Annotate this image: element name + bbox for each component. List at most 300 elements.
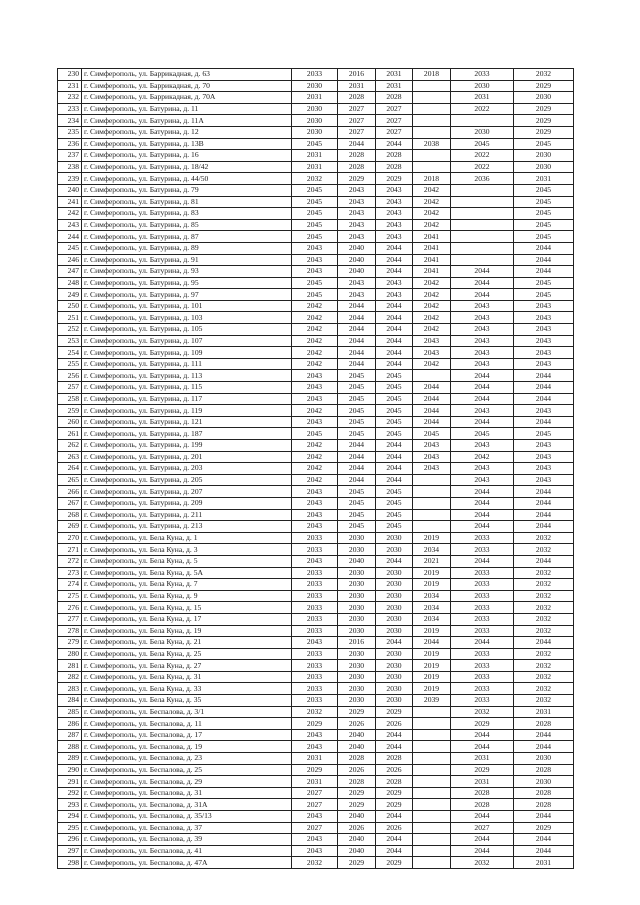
- year-col-3-cell: 2030: [376, 695, 413, 707]
- year-col-5-cell: 2032: [451, 706, 514, 718]
- year-col-5-cell: 2033: [451, 590, 514, 602]
- address-cell: г. Симферополь, ул. Бела Куна, д. 5А: [82, 567, 292, 579]
- year-col-5-cell: [451, 115, 514, 127]
- year-col-3-cell: 2030: [376, 532, 413, 544]
- year-col-4-cell: [413, 521, 451, 533]
- year-col-4-cell: [413, 126, 451, 138]
- year-col-4-cell: 2019: [413, 648, 451, 660]
- year-col-6-cell: 2045: [514, 196, 574, 208]
- address-cell: г. Симферополь, ул. Беспалова, д. 39: [82, 834, 292, 846]
- year-col-6-cell: 2045: [514, 231, 574, 243]
- year-col-6-cell: 2029: [514, 103, 574, 115]
- year-col-5-cell: 2044: [451, 811, 514, 823]
- year-col-6-cell: 2028: [514, 764, 574, 776]
- year-col-2-cell: 2045: [338, 521, 376, 533]
- year-col-5-cell: 2044: [451, 266, 514, 278]
- year-col-6-cell: 2031: [514, 706, 574, 718]
- year-col-3-cell: 2044: [376, 358, 413, 370]
- table-row: [58, 103, 574, 115]
- row-number-cell: 234: [58, 115, 82, 127]
- year-col-5-cell: 2022: [451, 150, 514, 162]
- year-col-1-cell: 2027: [292, 799, 338, 811]
- year-col-5-cell: 2022: [451, 161, 514, 173]
- year-col-4-cell: [413, 753, 451, 765]
- year-col-4-cell: [413, 718, 451, 730]
- year-col-1-cell: 2033: [292, 660, 338, 672]
- year-col-4-cell: [413, 811, 451, 823]
- year-col-1-cell: 2027: [292, 822, 338, 834]
- year-col-1-cell: 2043: [292, 416, 338, 428]
- row-number-cell: 247: [58, 266, 82, 278]
- year-col-4-cell: 2019: [413, 625, 451, 637]
- year-col-6-cell: 2029: [514, 126, 574, 138]
- year-col-2-cell: 2029: [338, 787, 376, 799]
- row-number-cell: 279: [58, 637, 82, 649]
- row-number-cell: 288: [58, 741, 82, 753]
- address-cell: г. Симферополь, ул. Бела Куна, д. 19: [82, 625, 292, 637]
- year-col-3-cell: 2044: [376, 440, 413, 452]
- year-col-1-cell: 2033: [292, 532, 338, 544]
- address-cell: г. Симферополь, ул. Бела Куна, д. 17: [82, 613, 292, 625]
- year-col-4-cell: 2044: [413, 405, 451, 417]
- year-col-5-cell: [451, 208, 514, 220]
- address-cell: г. Симферополь, ул. Батурина, д. 11А: [82, 115, 292, 127]
- year-col-6-cell: 2044: [514, 729, 574, 741]
- year-col-1-cell: 2045: [292, 231, 338, 243]
- year-col-5-cell: 2044: [451, 521, 514, 533]
- address-cell: г. Симферополь, ул. Батурина, д. 103: [82, 312, 292, 324]
- year-col-1-cell: 2032: [292, 706, 338, 718]
- row-number-cell: 238: [58, 161, 82, 173]
- year-col-1-cell: 2033: [292, 625, 338, 637]
- year-col-2-cell: 2030: [338, 613, 376, 625]
- year-col-4-cell: 2042: [413, 277, 451, 289]
- table-row: [58, 347, 574, 359]
- year-col-4-cell: [413, 370, 451, 382]
- row-number-cell: 242: [58, 208, 82, 220]
- year-col-6-cell: 2044: [514, 497, 574, 509]
- year-col-2-cell: 2028: [338, 753, 376, 765]
- year-col-4-cell: 2042: [413, 184, 451, 196]
- year-col-3-cell: 2045: [376, 497, 413, 509]
- address-cell: г. Симферополь, ул. Батурина, д. 91: [82, 254, 292, 266]
- year-col-1-cell: 2031: [292, 161, 338, 173]
- year-col-4-cell: 2044: [413, 382, 451, 394]
- row-number-cell: 235: [58, 126, 82, 138]
- year-col-2-cell: 2030: [338, 544, 376, 556]
- year-col-2-cell: 2045: [338, 497, 376, 509]
- year-col-1-cell: 2033: [292, 544, 338, 556]
- year-col-3-cell: 2026: [376, 822, 413, 834]
- table-row: [58, 405, 574, 417]
- table-row: [58, 242, 574, 254]
- year-col-4-cell: 2021: [413, 555, 451, 567]
- year-col-3-cell: 2028: [376, 92, 413, 104]
- row-number-cell: 277: [58, 613, 82, 625]
- year-col-3-cell: 2030: [376, 613, 413, 625]
- table-row: [58, 161, 574, 173]
- year-col-1-cell: 2045: [292, 184, 338, 196]
- year-col-2-cell: 2028: [338, 150, 376, 162]
- year-col-1-cell: 2043: [292, 741, 338, 753]
- address-cell: г. Симферополь, ул. Батурина, д. 12: [82, 126, 292, 138]
- year-col-3-cell: 2030: [376, 625, 413, 637]
- year-col-4-cell: 2043: [413, 451, 451, 463]
- year-col-1-cell: 2042: [292, 440, 338, 452]
- table-row: [58, 428, 574, 440]
- table-row: [58, 660, 574, 672]
- year-col-2-cell: 2040: [338, 242, 376, 254]
- year-col-1-cell: 2042: [292, 300, 338, 312]
- year-col-6-cell: 2045: [514, 428, 574, 440]
- row-number-cell: 237: [58, 150, 82, 162]
- year-col-5-cell: 2033: [451, 671, 514, 683]
- year-col-3-cell: 2044: [376, 312, 413, 324]
- row-number-cell: 265: [58, 474, 82, 486]
- row-number-cell: 294: [58, 811, 82, 823]
- year-col-1-cell: 2043: [292, 382, 338, 394]
- year-col-1-cell: 2031: [292, 92, 338, 104]
- year-col-3-cell: 2030: [376, 648, 413, 660]
- year-col-2-cell: 2043: [338, 184, 376, 196]
- year-col-2-cell: 2044: [338, 440, 376, 452]
- year-col-5-cell: 2044: [451, 416, 514, 428]
- year-col-1-cell: 2042: [292, 335, 338, 347]
- year-col-5-cell: 2044: [451, 509, 514, 521]
- year-col-6-cell: 2044: [514, 555, 574, 567]
- table-row: [58, 196, 574, 208]
- year-col-2-cell: 2043: [338, 289, 376, 301]
- address-cell: г. Симферополь, ул. Батурина, д. 199: [82, 440, 292, 452]
- year-col-4-cell: [413, 80, 451, 92]
- year-col-2-cell: 2030: [338, 532, 376, 544]
- year-col-4-cell: 2041: [413, 242, 451, 254]
- year-col-2-cell: 2030: [338, 579, 376, 591]
- row-number-cell: 270: [58, 532, 82, 544]
- year-col-6-cell: 2029: [514, 80, 574, 92]
- year-col-4-cell: 2019: [413, 660, 451, 672]
- year-col-4-cell: [413, 845, 451, 857]
- year-col-4-cell: [413, 822, 451, 834]
- year-col-4-cell: [413, 474, 451, 486]
- table-row: [58, 277, 574, 289]
- year-col-5-cell: 2044: [451, 393, 514, 405]
- year-col-3-cell: 2044: [376, 300, 413, 312]
- table-row: [58, 92, 574, 104]
- address-cell: г. Симферополь, ул. Беспалова, д. 47А: [82, 857, 292, 869]
- year-col-4-cell: 2019: [413, 567, 451, 579]
- year-col-1-cell: 2033: [292, 69, 338, 81]
- year-col-3-cell: 2030: [376, 671, 413, 683]
- year-col-3-cell: 2045: [376, 509, 413, 521]
- year-col-1-cell: 2030: [292, 115, 338, 127]
- address-cell: г. Симферополь, ул. Батурина, д. 119: [82, 405, 292, 417]
- year-col-6-cell: 2045: [514, 208, 574, 220]
- year-col-4-cell: [413, 150, 451, 162]
- table-row: [58, 625, 574, 637]
- address-cell: г. Симферополь, ул. Батурина, д. 89: [82, 242, 292, 254]
- table-row: [58, 300, 574, 312]
- row-number-cell: 261: [58, 428, 82, 440]
- year-col-5-cell: 2044: [451, 382, 514, 394]
- year-col-1-cell: 2027: [292, 787, 338, 799]
- year-col-5-cell: 2043: [451, 335, 514, 347]
- year-col-6-cell: 2030: [514, 161, 574, 173]
- address-cell: г. Симферополь, ул. Бела Куна, д. 25: [82, 648, 292, 660]
- row-number-cell: 250: [58, 300, 82, 312]
- year-col-4-cell: 2038: [413, 138, 451, 150]
- year-col-5-cell: 2044: [451, 277, 514, 289]
- year-col-5-cell: 2043: [451, 324, 514, 336]
- year-col-6-cell: 2044: [514, 393, 574, 405]
- year-col-1-cell: 2033: [292, 579, 338, 591]
- year-col-2-cell: 2030: [338, 660, 376, 672]
- table-row: [58, 729, 574, 741]
- year-col-6-cell: 2044: [514, 382, 574, 394]
- year-col-4-cell: [413, 115, 451, 127]
- year-col-4-cell: [413, 787, 451, 799]
- year-col-4-cell: 2041: [413, 254, 451, 266]
- table-row: [58, 497, 574, 509]
- address-cell: г. Симферополь, ул. Бела Куна, д. 1: [82, 532, 292, 544]
- table-row: [58, 69, 574, 81]
- year-col-5-cell: 2044: [451, 729, 514, 741]
- table-row: [58, 532, 574, 544]
- address-cell: г. Симферополь, ул. Батурина, д. 44/50: [82, 173, 292, 185]
- year-col-5-cell: 2028: [451, 787, 514, 799]
- year-col-1-cell: 2042: [292, 474, 338, 486]
- year-col-1-cell: 2033: [292, 590, 338, 602]
- year-col-6-cell: 2032: [514, 579, 574, 591]
- year-col-1-cell: 2043: [292, 254, 338, 266]
- year-col-5-cell: 2033: [451, 625, 514, 637]
- year-col-2-cell: 2043: [338, 219, 376, 231]
- row-number-cell: 291: [58, 776, 82, 788]
- year-col-2-cell: 2030: [338, 695, 376, 707]
- table-row: [58, 324, 574, 336]
- year-col-2-cell: 2026: [338, 718, 376, 730]
- table-row: [58, 776, 574, 788]
- year-col-3-cell: 2043: [376, 231, 413, 243]
- year-col-4-cell: 2042: [413, 324, 451, 336]
- year-col-5-cell: 2033: [451, 567, 514, 579]
- year-col-4-cell: 2034: [413, 590, 451, 602]
- row-number-cell: 273: [58, 567, 82, 579]
- year-col-3-cell: 2045: [376, 393, 413, 405]
- year-col-2-cell: 2029: [338, 706, 376, 718]
- year-col-3-cell: 2044: [376, 834, 413, 846]
- year-col-5-cell: 2043: [451, 405, 514, 417]
- year-col-6-cell: 2043: [514, 358, 574, 370]
- address-cell: г. Симферополь, ул. Батурина, д. 187: [82, 428, 292, 440]
- table-row: [58, 440, 574, 452]
- table-row: [58, 637, 574, 649]
- year-col-2-cell: 2027: [338, 126, 376, 138]
- year-col-2-cell: 2045: [338, 428, 376, 440]
- year-col-4-cell: 2044: [413, 416, 451, 428]
- year-col-2-cell: 2040: [338, 834, 376, 846]
- address-cell: г. Симферополь, ул. Батурина, д. 79: [82, 184, 292, 196]
- year-col-3-cell: 2028: [376, 776, 413, 788]
- year-col-2-cell: 2043: [338, 277, 376, 289]
- year-col-2-cell: 2040: [338, 845, 376, 857]
- year-col-3-cell: 2045: [376, 521, 413, 533]
- year-col-1-cell: 2043: [292, 266, 338, 278]
- year-col-2-cell: 2026: [338, 764, 376, 776]
- year-col-1-cell: 2042: [292, 324, 338, 336]
- address-cell: г. Симферополь, ул. Беспалова, д. 25: [82, 764, 292, 776]
- year-col-5-cell: [451, 254, 514, 266]
- year-col-2-cell: 2044: [338, 312, 376, 324]
- year-col-4-cell: 2018: [413, 69, 451, 81]
- year-col-1-cell: 2043: [292, 521, 338, 533]
- year-col-4-cell: 2042: [413, 289, 451, 301]
- year-col-6-cell: 2030: [514, 92, 574, 104]
- year-col-5-cell: 2030: [451, 80, 514, 92]
- year-col-6-cell: 2032: [514, 590, 574, 602]
- address-cell: г. Симферополь, ул. Беспалова, д. 19: [82, 741, 292, 753]
- year-col-6-cell: 2028: [514, 718, 574, 730]
- year-col-3-cell: 2044: [376, 729, 413, 741]
- table-row: [58, 695, 574, 707]
- table-row: [58, 787, 574, 799]
- address-cell: г. Симферополь, ул. Беспалова, д. 37: [82, 822, 292, 834]
- year-col-1-cell: 2043: [292, 729, 338, 741]
- table-row: [58, 254, 574, 266]
- year-col-3-cell: 2044: [376, 463, 413, 475]
- row-number-cell: 258: [58, 393, 82, 405]
- year-col-2-cell: 2044: [338, 335, 376, 347]
- year-col-3-cell: 2031: [376, 69, 413, 81]
- year-col-6-cell: 2032: [514, 625, 574, 637]
- year-col-6-cell: 2032: [514, 69, 574, 81]
- row-number-cell: 283: [58, 683, 82, 695]
- year-col-6-cell: 2043: [514, 347, 574, 359]
- year-col-5-cell: 2043: [451, 347, 514, 359]
- address-cell: г. Симферополь, ул. Батурина, д. 203: [82, 463, 292, 475]
- year-col-4-cell: [413, 509, 451, 521]
- table-row: [58, 173, 574, 185]
- address-cell: г. Симферополь, ул. Батурина, д. 81: [82, 196, 292, 208]
- year-col-1-cell: 2043: [292, 393, 338, 405]
- table-row: [58, 671, 574, 683]
- row-number-cell: 272: [58, 555, 82, 567]
- year-col-5-cell: 2042: [451, 451, 514, 463]
- year-col-1-cell: 2043: [292, 845, 338, 857]
- year-col-3-cell: 2029: [376, 706, 413, 718]
- year-col-6-cell: 2030: [514, 776, 574, 788]
- table-row: [58, 370, 574, 382]
- year-col-3-cell: 2043: [376, 289, 413, 301]
- year-col-3-cell: 2027: [376, 126, 413, 138]
- row-number-cell: 245: [58, 242, 82, 254]
- table-row: [58, 764, 574, 776]
- year-col-5-cell: 2033: [451, 69, 514, 81]
- year-col-1-cell: 2029: [292, 718, 338, 730]
- year-col-2-cell: 2030: [338, 625, 376, 637]
- year-col-6-cell: 2044: [514, 741, 574, 753]
- table-row: [58, 474, 574, 486]
- year-col-1-cell: 2030: [292, 103, 338, 115]
- table-row: [58, 602, 574, 614]
- year-col-4-cell: [413, 161, 451, 173]
- year-col-3-cell: 2044: [376, 451, 413, 463]
- year-col-6-cell: 2032: [514, 567, 574, 579]
- row-number-cell: 240: [58, 184, 82, 196]
- address-cell: г. Симферополь, ул. Бела Куна, д. 21: [82, 637, 292, 649]
- address-cell: г. Симферополь, ул. Бела Куна, д. 5: [82, 555, 292, 567]
- year-col-5-cell: [451, 219, 514, 231]
- year-col-4-cell: 2044: [413, 637, 451, 649]
- year-col-3-cell: 2030: [376, 567, 413, 579]
- year-col-6-cell: 2043: [514, 324, 574, 336]
- year-col-6-cell: 2045: [514, 277, 574, 289]
- year-col-6-cell: 2044: [514, 416, 574, 428]
- year-col-5-cell: 2043: [451, 474, 514, 486]
- year-col-1-cell: 2032: [292, 857, 338, 869]
- year-col-4-cell: [413, 706, 451, 718]
- year-col-6-cell: 2032: [514, 671, 574, 683]
- year-col-3-cell: 2030: [376, 683, 413, 695]
- table-row: [58, 138, 574, 150]
- address-cell: г. Симферополь, ул. Батурина, д. 93: [82, 266, 292, 278]
- year-col-1-cell: 2043: [292, 497, 338, 509]
- row-number-cell: 295: [58, 822, 82, 834]
- year-col-6-cell: 2044: [514, 834, 574, 846]
- year-col-5-cell: 2043: [451, 358, 514, 370]
- year-col-5-cell: 2032: [451, 857, 514, 869]
- table-row: [58, 555, 574, 567]
- table-row: [58, 335, 574, 347]
- year-col-5-cell: 2033: [451, 648, 514, 660]
- year-col-2-cell: 2027: [338, 115, 376, 127]
- row-number-cell: 271: [58, 544, 82, 556]
- row-number-cell: 256: [58, 370, 82, 382]
- table-row: [58, 683, 574, 695]
- year-col-3-cell: 2043: [376, 219, 413, 231]
- year-col-2-cell: 2044: [338, 451, 376, 463]
- table-row: [58, 845, 574, 857]
- year-col-2-cell: 2031: [338, 80, 376, 92]
- year-col-5-cell: 2031: [451, 753, 514, 765]
- year-col-1-cell: 2033: [292, 695, 338, 707]
- row-number-cell: 274: [58, 579, 82, 591]
- address-cell: г. Симферополь, ул. Батурина, д. 121: [82, 416, 292, 428]
- row-number-cell: 264: [58, 463, 82, 475]
- year-col-5-cell: 2045: [451, 138, 514, 150]
- year-col-6-cell: 2032: [514, 532, 574, 544]
- year-col-3-cell: 2026: [376, 764, 413, 776]
- year-col-5-cell: 2045: [451, 428, 514, 440]
- row-number-cell: 230: [58, 69, 82, 81]
- year-col-1-cell: 2043: [292, 811, 338, 823]
- year-col-2-cell: 2045: [338, 382, 376, 394]
- year-col-4-cell: [413, 729, 451, 741]
- year-col-1-cell: 2043: [292, 509, 338, 521]
- year-col-6-cell: 2032: [514, 660, 574, 672]
- year-col-6-cell: 2032: [514, 602, 574, 614]
- year-col-1-cell: 2030: [292, 126, 338, 138]
- year-col-3-cell: 2030: [376, 544, 413, 556]
- row-number-cell: 293: [58, 799, 82, 811]
- year-col-6-cell: 2028: [514, 787, 574, 799]
- address-cell: г. Симферополь, ул. Бела Куна, д. 31: [82, 671, 292, 683]
- year-col-3-cell: 2030: [376, 602, 413, 614]
- year-col-2-cell: 2029: [338, 173, 376, 185]
- year-col-1-cell: 2043: [292, 637, 338, 649]
- address-cell: г. Симферополь, ул. Батурина, д. 117: [82, 393, 292, 405]
- year-col-2-cell: 2040: [338, 741, 376, 753]
